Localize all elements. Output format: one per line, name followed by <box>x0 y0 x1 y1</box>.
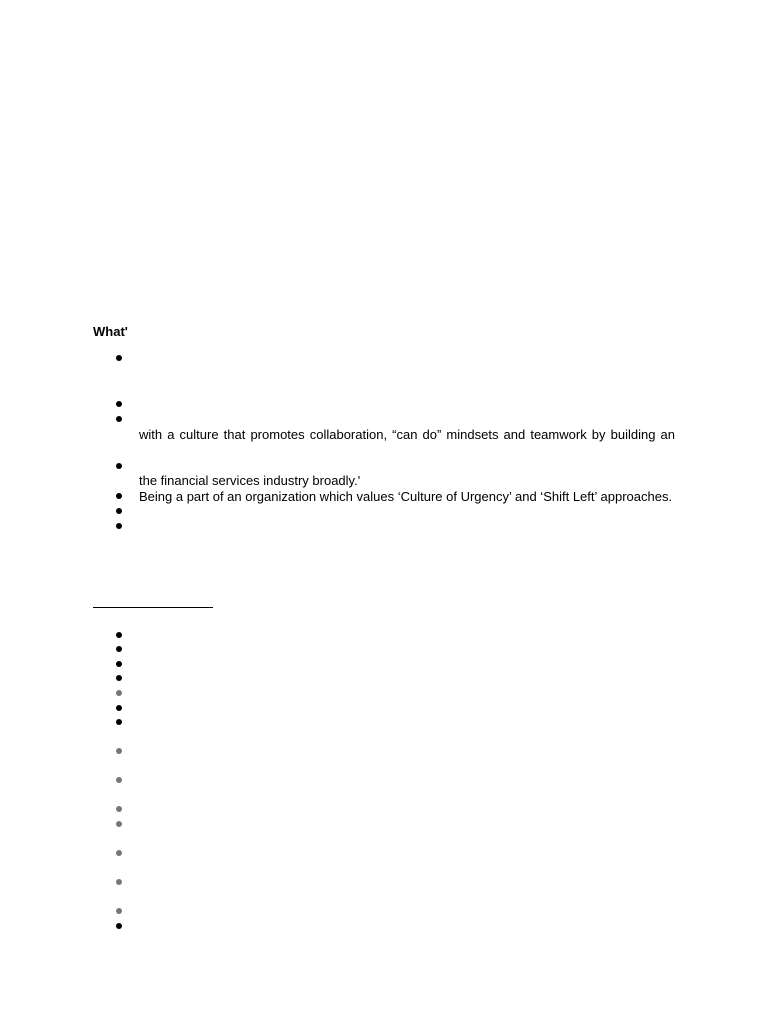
list-bullet <box>116 748 122 754</box>
benefit-text-urgency: Being a part of an organization which values ‘Culture of Urgency’ and ‘Shift Left’ approaches. <box>139 489 673 504</box>
list-bullet <box>116 908 122 914</box>
list-bullet <box>116 923 122 929</box>
list-bullet <box>116 463 122 469</box>
list-bullet <box>116 777 122 783</box>
list-bullet <box>116 401 122 407</box>
list-bullet <box>116 661 122 667</box>
benefit-text-industry: the financial services industry broadly.' <box>139 473 361 488</box>
list-bullet <box>116 806 122 812</box>
list-bullet <box>116 821 122 827</box>
list-bullet <box>116 493 122 499</box>
list-bullet <box>116 719 122 725</box>
list-bullet <box>116 508 122 514</box>
list-bullet <box>116 646 122 652</box>
list-bullet <box>116 690 122 696</box>
list-bullet <box>116 632 122 638</box>
list-bullet <box>116 850 122 856</box>
list-bullet <box>116 675 122 681</box>
list-bullet <box>116 523 122 529</box>
list-bullet <box>116 355 122 361</box>
list-bullet <box>116 416 122 422</box>
section-heading: What' <box>93 324 128 339</box>
list-bullet <box>116 879 122 885</box>
benefit-text-culture: with a culture that promotes collaboration, “can do” mindsets and teamwork by building an <box>139 427 675 442</box>
list-bullet <box>116 705 122 711</box>
section-heading-underline <box>93 607 213 608</box>
